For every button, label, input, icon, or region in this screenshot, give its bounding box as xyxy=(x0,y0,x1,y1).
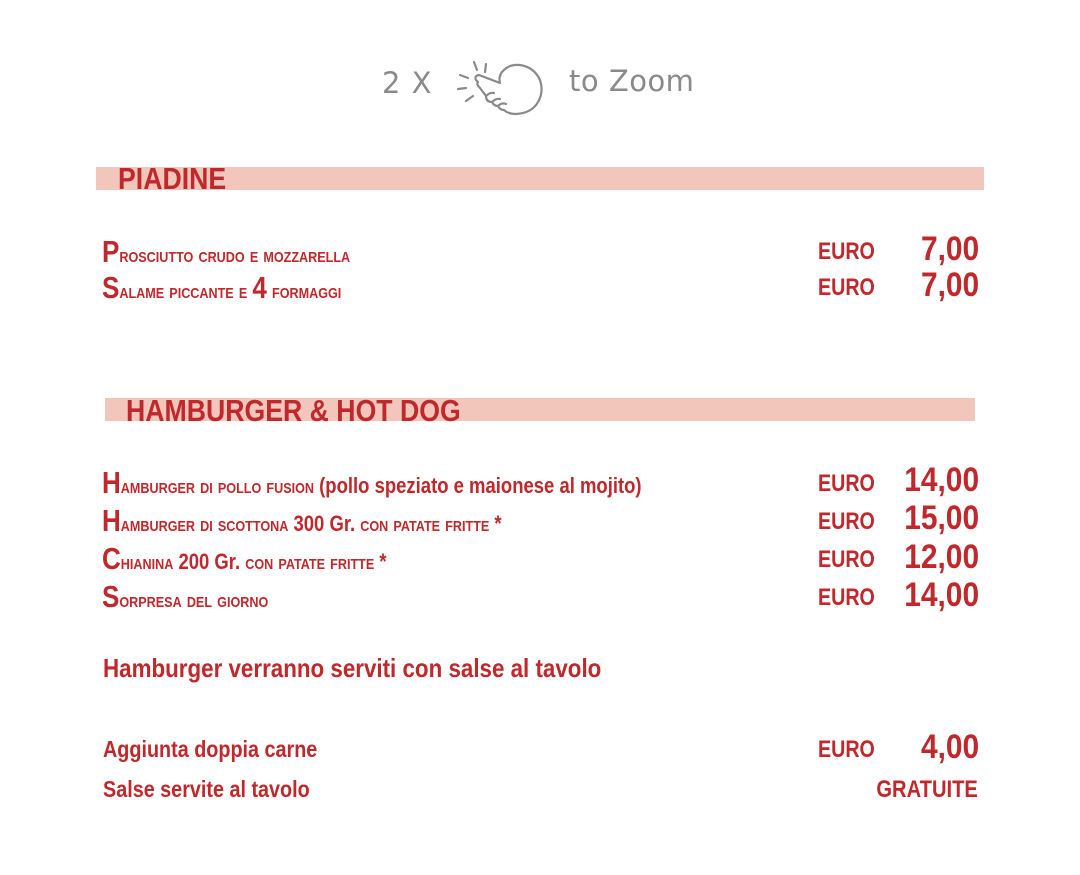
menu-item-currency: EURO xyxy=(818,508,875,535)
menu-item-currency: EURO xyxy=(818,274,875,301)
extra-item-label: Aggiunta doppia carne xyxy=(103,736,318,762)
section-title-piadine: PIADINE xyxy=(118,161,227,196)
hand-double-tap-icon xyxy=(454,58,546,125)
section-title-hamburger: HAMBURGER & HOT DOG xyxy=(126,393,461,428)
menu-item-price: 15,00 xyxy=(904,499,979,537)
extra-item-currency: EURO xyxy=(818,736,875,763)
menu-item-currency: EURO xyxy=(818,546,875,573)
menu-item-name: Sorpresa del giorno xyxy=(102,579,269,614)
menu-item-price: 7,00 xyxy=(920,266,979,304)
menu-item-currency: EURO xyxy=(818,584,875,611)
menu-item-price: 12,00 xyxy=(904,538,979,576)
extra-item-price: 4,00 xyxy=(920,728,979,766)
menu-item-name: Chianina 200 Gr. con patate fritte * xyxy=(102,541,387,576)
menu-item-name: Salame piccante e 4 formaggi xyxy=(102,270,342,305)
menu-item-name: Hamburger di pollo fusion (pollo speziato e maionese al mojito) xyxy=(102,465,642,500)
zoom-count: 2 X xyxy=(382,66,433,100)
menu-item-name: Hamburger di scottona 300 Gr. con patate fritte * xyxy=(102,503,502,538)
menu-item-price: 7,00 xyxy=(920,230,979,268)
menu-item-currency: EURO xyxy=(818,470,875,497)
menu-item-price: 14,00 xyxy=(904,576,979,614)
menu-item-price: 14,00 xyxy=(904,461,979,499)
menu-item-currency: EURO xyxy=(818,238,875,265)
menu-item-name: Prosciutto crudo e mozzarella xyxy=(102,234,351,269)
section-band-piadine xyxy=(96,167,984,190)
extra-item-label: Salse servite al tavolo xyxy=(103,776,310,802)
hamburger-note: Hamburger verranno serviti con salse al tavolo xyxy=(103,653,602,683)
zoom-instruction: to Zoom xyxy=(569,64,695,98)
extra-item-price-free: GRATUITE xyxy=(876,776,978,803)
